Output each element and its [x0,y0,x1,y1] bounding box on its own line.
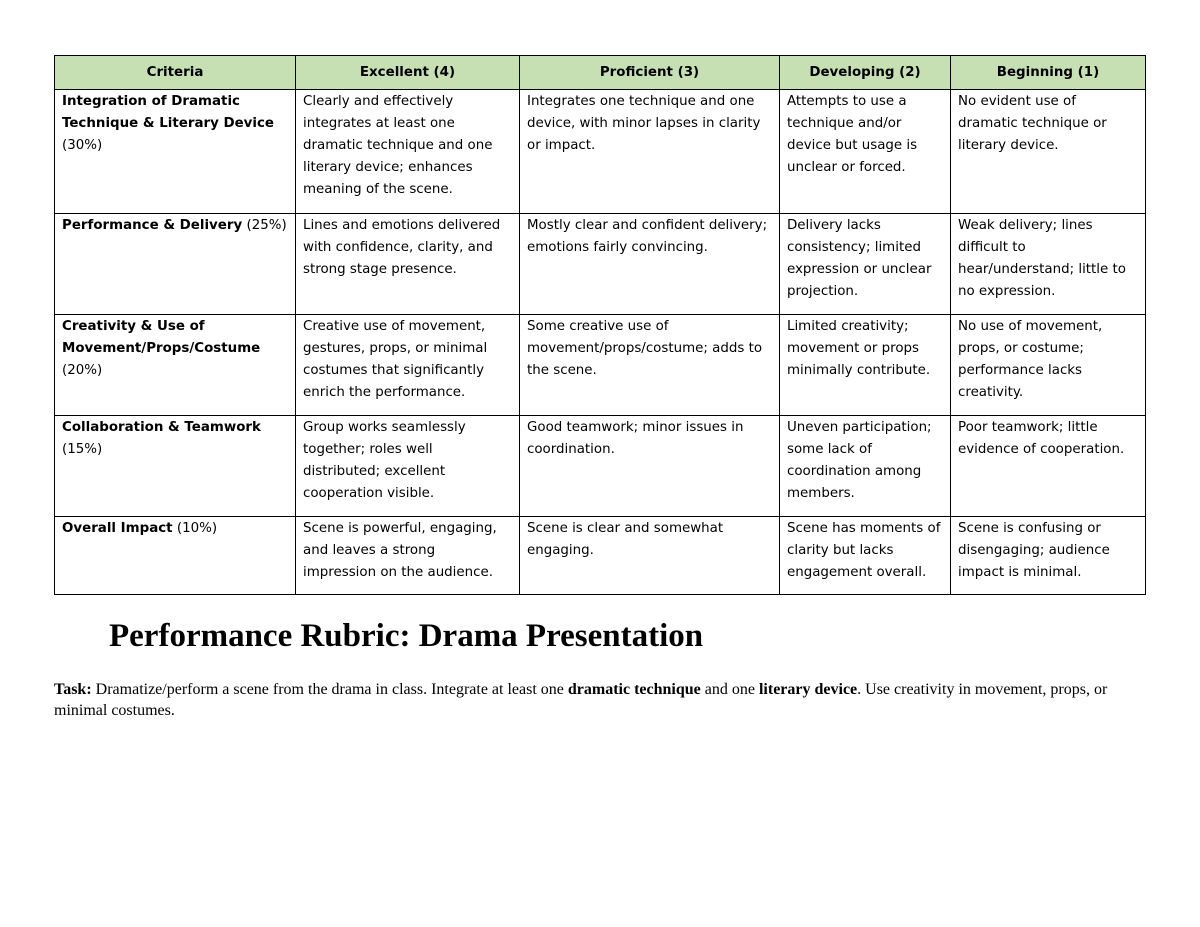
developing-cell: Uneven participation; some lack of coordination among members. [780,416,951,517]
header-excellent: Excellent (4) [296,56,520,90]
proficient-cell: Some creative use of movement/props/costume; adds to the scene. [520,315,780,416]
task-text-part: . Use creativity in movement, props, or minimal costumes. [54,681,1108,719]
proficient-cell: Integrates one technique and one device, with minor lapses in clarity or impact. [520,90,780,214]
header-beginning: Beginning (1) [951,56,1146,90]
excellent-cell: Group works seamlessly together; roles well distributed; excellent cooperation visible. [296,416,520,517]
table-row [55,90,1146,214]
criterion-name: Performance & Delivery [62,218,243,233]
criterion-cell [55,416,296,517]
page-title: Performance Rubric: Drama Presentation [109,618,704,654]
rubric-table [54,55,1146,595]
header-proficient: Proficient (3) [520,56,780,90]
criterion-name: Creativity & Use of Movement/Props/Costume [62,319,261,356]
criterion-cell [55,315,296,416]
table-header-row [55,56,1146,90]
criterion-cell [55,214,296,315]
developing-cell: Limited creativity; movement or props minimally contribute. [780,315,951,416]
proficient-cell: Good teamwork; minor issues in coordination. [520,416,780,517]
excellent-cell: Creative use of movement, gestures, props, or minimal costumes that significantly enrich the performance. [296,315,520,416]
table-row [55,315,1146,416]
task-text-part: Dramatize/perform a scene from the drama in class. Integrate at least one [91,681,568,698]
criterion-name: Collaboration & Teamwork [62,420,261,435]
beginning-cell: Poor teamwork; little evidence of cooperation. [951,416,1146,517]
developing-cell: Delivery lacks consistency; limited expression or unclear projection. [780,214,951,315]
task-bold-dramatic-technique: dramatic technique [567,681,701,698]
table-row [55,214,1146,315]
criterion-weight: (20%) [62,363,103,378]
criterion-weight: (10%) [176,521,218,536]
criterion-cell [55,517,296,595]
beginning-cell: Weak delivery; lines difficult to hear/understand; little to no expression. [951,214,1146,315]
beginning-cell: No use of movement, props, or costume; performance lacks creativity. [951,315,1146,416]
proficient-cell: Mostly clear and confident delivery; emotions fairly convincing. [520,214,780,315]
table-row [55,416,1146,517]
excellent-cell: Clearly and effectively integrates at least one dramatic technique and one literary device; enhances meaning of the scene. [296,90,520,214]
task-bold-literary-device: literary device [758,681,858,698]
developing-cell: Scene has moments of clarity but lacks engagement overall. [780,517,951,595]
criterion-name: Overall Impact [62,521,173,536]
table-row [55,517,1146,595]
header-developing: Developing (2) [780,56,951,90]
header-criteria: Criteria [55,56,296,90]
criterion-weight: (30%) [62,138,103,153]
beginning-cell: No evident use of dramatic technique or literary device. [951,90,1146,214]
developing-cell: Attempts to use a technique and/or device but usage is unclear or forced. [780,90,951,214]
criterion-weight: (15%) [62,442,103,457]
task-text-part: and one [700,681,759,698]
proficient-cell: Scene is clear and somewhat engaging. [520,517,780,595]
excellent-cell: Scene is powerful, engaging, and leaves a strong impression on the audience. [296,517,520,595]
task-label: Task: [54,681,92,698]
task-description [54,679,1149,721]
criterion-weight: (25%) [246,218,287,233]
criterion-cell [55,90,296,214]
criterion-name: Integration of Dramatic Technique & Literary Device [62,94,275,131]
excellent-cell: Lines and emotions delivered with confidence, clarity, and strong stage presence. [296,214,520,315]
beginning-cell: Scene is confusing or disengaging; audience impact is minimal. [951,517,1146,595]
